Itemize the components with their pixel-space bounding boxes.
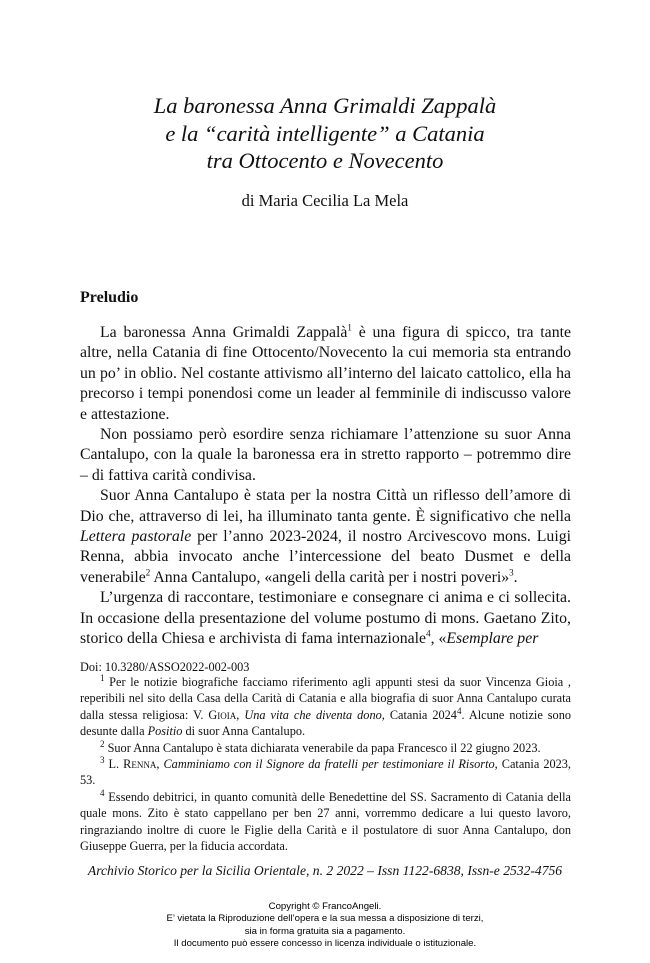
author-name: Gioia (208, 707, 237, 722)
author-name: Renna (123, 757, 157, 772)
author-byline: di Maria Cecilia La Mela (241, 191, 409, 210)
doi-line: Doi: 10.3280/ASSO2022-002-003 (80, 660, 250, 674)
footnotes (80, 674, 571, 854)
italic-title: Lettera pastorale (80, 528, 192, 546)
title-line-1: La baronessa Anna Grimaldi Zappalà (153, 93, 497, 118)
body-paragraph-4 (80, 588, 571, 649)
copyright-notice (0, 901, 650, 950)
book-title: Camminiamo con il Signore da fratelli per testimoniare il Risorto (163, 757, 495, 772)
footnote-mark: 3 (100, 754, 105, 765)
title-line-2: e la “carità intelligente” a Catania (165, 120, 485, 146)
text-run: . (513, 568, 518, 586)
footnote-ref-2[interactable]: 2 (145, 567, 151, 578)
section-heading: Preludio (80, 289, 139, 306)
text-run: , (236, 707, 245, 722)
text-run: Suor Anna Cantalupo è stata dichiarata venerabile da papa Francesco il 22 giugno 2023. (104, 740, 541, 755)
footnote-2 (80, 740, 571, 756)
footnote-mark: 2 (100, 738, 105, 749)
text-run: , « (430, 630, 447, 648)
text-run: di suor Anna Cantalupo. (182, 724, 306, 739)
copyright-line-4: Il documento può essere concesso in licenza individuale o istituzionale. (173, 937, 477, 949)
italic-term: Positio (147, 724, 183, 739)
text-run: Essendo debitrici, in quanto comunità delle Benedettine del SS. Sacramento di Catania della quale mons. Zito è stato cappellano per ben 27 anni, vorremmo dedicare a lui questo lavoro, ringraziando inoltre di cuore le Figlie della Carità e il postulatore di suor Anna Cantalupo, don Giuseppe Guerra, per la fiducia accordata. (80, 789, 571, 854)
copyright-line-1: Copyright © FrancoAngeli. (268, 901, 382, 912)
footnote-ref-1[interactable]: 1 (347, 322, 352, 333)
text-run: , Catania 2023, 53. (80, 757, 572, 788)
text-run: è una figura di spicco, tra tante altre, nella Catania di fine Ottocento/Novecento la cui memoria sta entrando un po’ in oblio. Nel costante attivismo all’interno del laicato cattolico, ella ha precorso i tempi ponendosi come un leader al femminile di indiscusso valore e attestazione. (80, 324, 571, 423)
italic-quote: Esemplare per (446, 630, 539, 648)
text-run: , (156, 757, 164, 772)
text-run: per l’anno 2023-2024, il nostro Arcivescovo mons. Luigi Renna, abbia invocato anche l’intercessione del beato Dusmet e della venerabile (80, 528, 571, 586)
text-run: Anna Cantalupo, «angeli della carità per i nostri poveri» (150, 568, 510, 586)
footnote-1 (80, 674, 571, 740)
superscript: 4 (456, 705, 462, 716)
copyright-line-3: sia in forma gratuita sia a pagamento. (244, 925, 406, 937)
footnote-3 (80, 756, 571, 789)
footnote-mark: 1 (100, 672, 105, 683)
title-line-3: tra Ottocento e Novecento (206, 148, 444, 173)
text-run: Per le notizie biografiche facciamo riferimento agli appunti stesi da suor Vincenza Gioia , reperibili nel sito della Casa della Carità di Catania e alla biografia di suor Anna Cantalupo curata dalla stessa religiosa: V. (80, 675, 571, 722)
article-body (80, 323, 571, 650)
footnote-ref-3[interactable]: 3 (509, 567, 514, 578)
text-run: La baronessa Anna Grimaldi Zappalà (100, 324, 348, 341)
footnote-4 (80, 789, 571, 855)
body-paragraph-3 (80, 486, 571, 588)
text-run: , Catania 2024 (381, 707, 457, 722)
body-paragraph-1 (80, 323, 571, 425)
copyright-line-2: E’ vietata la Riproduzione dell’opera e la sua messa a disposizione di terzi, (166, 913, 484, 925)
article-title (0, 92, 650, 175)
footnote-ref-4[interactable]: 4 (426, 628, 431, 639)
body-paragraph-2: Non possiamo però esordire senza richiamare l’attenzione su suor Anna Cantalupo, con la quale la baronessa era in stretto rapporto – potremmo dire – di fattiva carità condivisa. (80, 426, 571, 484)
text-run: L. (104, 757, 124, 772)
text-run: Suor Anna Cantalupo è stata per la nostra Città un riflesso dell’amore di Dio che, attraverso di lei, ha illuminato tanta gente. È significativo che nella (80, 487, 571, 525)
journal-citation: Archivio Storico per la Sicilia Orientale, n. 2 2022 – Issn 1122-6838, Issn-e 2532-4756 (87, 863, 563, 878)
text-run: . Alcune notizie sono desunte dalla (80, 707, 571, 739)
text-run: L’urgenza di raccontare, testimoniare e consegnare ci anima e ci sollecita. In occasione della presentazione del volume postumo di mons. Gaetano Zito, storico della Chiesa e archivista di fama internazionale (80, 589, 571, 648)
book-title: Una vita che diventa dono (244, 707, 382, 722)
footnote-mark: 4 (100, 787, 105, 798)
